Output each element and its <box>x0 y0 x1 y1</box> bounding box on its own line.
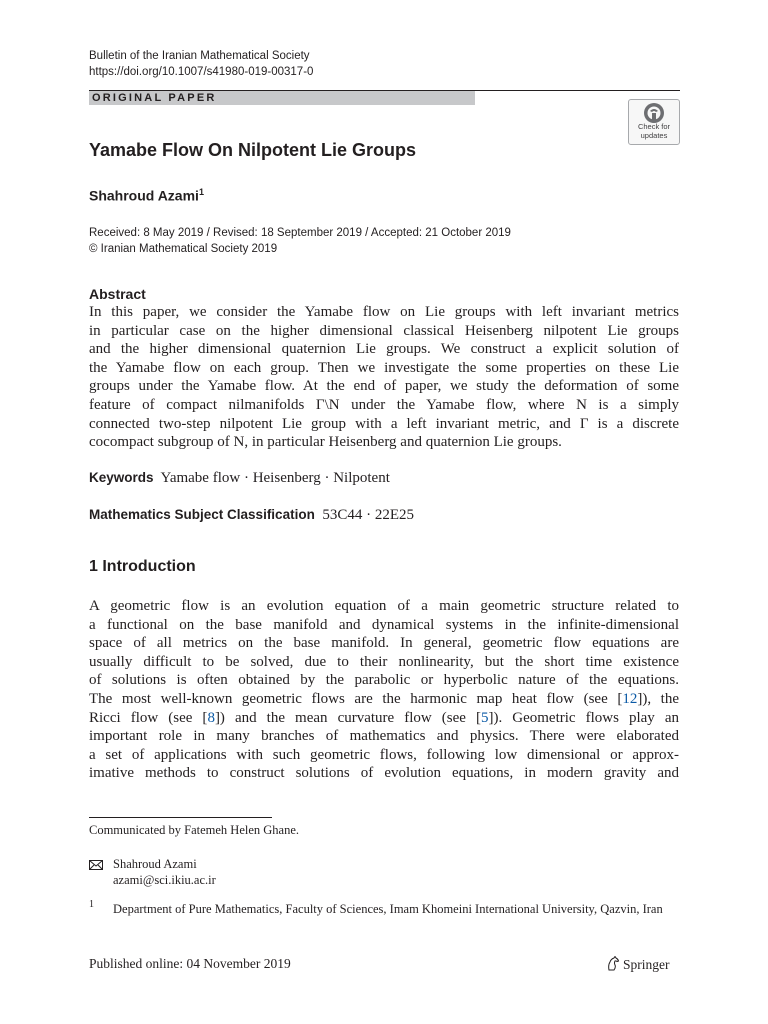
intro-line: usually difficult to be solved, due to their nonlinearity, but the short time existence <box>89 653 679 670</box>
check-for-updates-label: Check for updates <box>637 122 671 140</box>
msc-value: 53C44 · 22E25 <box>322 507 414 523</box>
history-dates: Received: 8 May 2019 / Revised: 18 September 2019 / Accepted: 21 October 2019 <box>89 227 511 239</box>
abstract-heading: Abstract <box>89 286 146 302</box>
article-type-label: ORIGINAL PAPER <box>92 92 217 104</box>
citation-link[interactable]: 8 <box>207 709 215 726</box>
intro-line: important role in many branches of mathematics and physics. There were elaborated <box>89 728 679 745</box>
keywords-value: Yamabe flow · Heisenberg · Nilpotent <box>160 470 390 486</box>
intro-line: a functional on the base manifold and dynamical systems in the infinite-dimensional <box>89 616 679 633</box>
abstract-line: the Yamabe flow on each group. Then we investigate the some properties on these Lie <box>89 359 679 376</box>
abstract-line: and the higher dimensional quaternion Lie groups. We construct a explicit solution of <box>89 341 679 358</box>
communicated-by: Communicated by Fatemeh Helen Ghane. <box>89 823 300 837</box>
abstract-line: groups under the Yamabe flow. At the end of paper, we study the deformation of some <box>89 378 679 395</box>
author-name: Shahroud Azami <box>89 187 199 204</box>
intro-line-citation-12: The most well-known geometric flows are the harmonic map heat flow (see [12]), the <box>89 690 679 707</box>
citation-link[interactable]: 5 <box>480 709 489 726</box>
abstract-line: in particular case on the higher dimensional classical Heisenberg nilpotent Lie groups <box>89 322 679 339</box>
msc-label: Mathematics Subject Classification <box>89 507 315 522</box>
springer-horse-icon <box>606 956 620 971</box>
corresponding-name: Shahroud Azami <box>113 857 197 871</box>
author-line <box>89 187 204 204</box>
author-affiliation-mark: 1 <box>198 187 204 197</box>
publisher-logo <box>606 956 670 973</box>
corresponding-author <box>113 856 216 888</box>
published-online: Published online: 04 November 2019 <box>89 956 291 971</box>
journal-header <box>89 48 313 80</box>
envelope-icon <box>89 860 103 870</box>
abstract-line: In this paper, we consider the Yamabe flow on Lie groups with left invariant metrics <box>89 304 679 320</box>
intro-line: of solutions is often obtained by the parabolic or hyperbolic nature of the equations. <box>89 672 679 689</box>
keywords-line <box>89 470 390 487</box>
history-block <box>89 225 511 257</box>
doi-link[interactable]: https://doi.org/10.1007/s41980-019-00317-0 <box>89 66 314 78</box>
intro-line-citations-8-5: Ricci flow (see [8]) and the mean curvature flow (see [5]). Geometric flows play an <box>89 709 680 726</box>
abstract-line: connected two-step nilpotent Lie group with a left invariant metric, and Γ is a discrete <box>89 415 679 432</box>
footnote-rule <box>89 817 272 818</box>
abstract-line: cocompact subgroup of N, in particular Heisenberg and quaternion Lie groups. <box>89 434 562 451</box>
publisher-name: Springer <box>623 957 670 972</box>
abstract-line: feature of compact nilmanifolds Γ\N under the Yamabe flow, where N is a simply <box>89 396 679 413</box>
journal-name: Bulletin of the Iranian Mathematical Society <box>89 50 310 62</box>
intro-line: imative methods to construct solutions of evolution equations, in modern gravity and <box>89 765 679 782</box>
affiliation-text: Department of Pure Mathematics, Faculty of Sciences, Imam Khomeini International University, Qazvin, Iran <box>113 902 663 916</box>
intro-line: a set of applications with such geometric flows, following low dimensional or approx- <box>89 746 679 763</box>
keywords-label: Keywords <box>89 470 154 485</box>
intro-line: space of all metrics on the base manifold. In general, geometric flow equations are <box>89 635 679 652</box>
copyright-line: © Iranian Mathematical Society 2019 <box>89 243 278 255</box>
corresponding-email[interactable]: azami@sci.ikiu.ac.ir <box>113 873 216 887</box>
affiliation-number: 1 <box>89 899 94 910</box>
intro-line: A geometric flow is an evolution equation of a main geometric structure related to <box>89 598 679 614</box>
citation-link[interactable]: 12 <box>622 690 638 707</box>
check-for-updates-badge[interactable] <box>628 99 680 145</box>
msc-line <box>89 507 414 524</box>
introduction-body <box>89 597 679 783</box>
section-heading: 1 Introduction <box>89 558 196 575</box>
paper-title: Yamabe Flow On Nilpotent Lie Groups <box>89 140 417 160</box>
check-for-updates-icon <box>643 102 665 124</box>
abstract-body <box>89 303 679 452</box>
